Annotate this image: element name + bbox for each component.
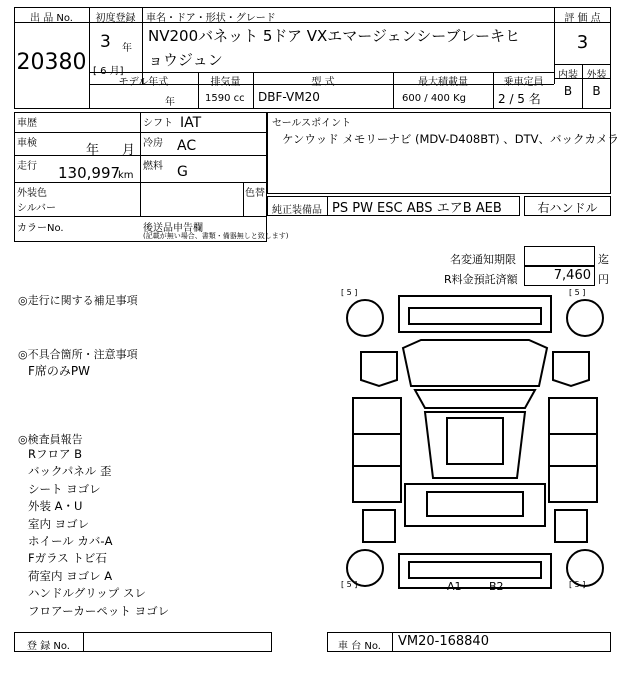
- left-rear-quarter: [363, 510, 395, 542]
- type-value: DBF-VM20: [258, 90, 320, 104]
- name-label: 車名・ドア・形状・グレード: [146, 13, 276, 24]
- inspector-item: 荷室内 ヨゴレ A: [28, 568, 113, 583]
- docs-label: 後送品申告欄: [143, 223, 203, 234]
- type-label: 型 式: [311, 77, 335, 88]
- right-rear-quarter: [555, 510, 587, 542]
- inspector-item: Fガラス トビ石: [28, 551, 107, 566]
- inspection-year-unit: 年: [86, 143, 100, 158]
- inspection-label: 車検: [17, 138, 37, 149]
- tire-fl-label: [ 5 ]: [341, 288, 358, 297]
- color-label: 外装色: [17, 188, 47, 199]
- shift-label: シフト: [143, 118, 173, 129]
- chassis-label: 車 台 No.: [338, 641, 381, 652]
- inspection-month-unit: 月: [122, 143, 136, 158]
- history-label: 車歴: [17, 118, 37, 129]
- tire-front-left: [347, 300, 383, 336]
- hood: [403, 340, 547, 386]
- chassis-value: VM20-168840: [398, 634, 489, 649]
- driving-notes-label: ◎走行に関する補足事項: [18, 294, 138, 307]
- inspector-item: ハンドルグリップ スレ: [28, 586, 146, 601]
- windshield: [415, 390, 535, 408]
- front-bumper: [399, 296, 551, 332]
- notice-unit: 迄: [598, 253, 609, 266]
- mileage-value: 130,997: [58, 164, 121, 182]
- fuel-label: 燃料: [143, 161, 163, 172]
- displacement-value: 1590 cc: [205, 93, 245, 104]
- sales-point-label: セールスポイント: [272, 118, 352, 129]
- equipment-value: PS PW ESC ABS エアB AEB: [332, 201, 502, 216]
- mileage-unit: km: [118, 170, 134, 181]
- inspector-item: フロアーカーペット ヨゴレ: [28, 603, 170, 618]
- left-side-body: [353, 398, 401, 502]
- tire-fr-label: [ 5 ]: [569, 288, 586, 297]
- displacement-label: 排気量: [210, 77, 241, 88]
- exterior-grade: B: [592, 84, 601, 98]
- tire-rr-label: [ 5 ]: [569, 580, 586, 589]
- rear-bumper: [399, 554, 551, 588]
- docs-note: (記載が無い場合、書類・備器無しと致します): [143, 232, 289, 240]
- recycle-value: 7,460: [553, 268, 591, 283]
- lot-no-label: 出 品 No.: [30, 13, 73, 24]
- mileage-label: 走行: [17, 161, 37, 172]
- interior-grade: B: [563, 84, 573, 98]
- inspector-item: シート ヨゴレ: [28, 481, 101, 496]
- color-value: シルバー: [17, 203, 57, 214]
- damage-mark-a1: A1: [447, 580, 462, 593]
- inspector-list: [28, 446, 169, 620]
- ac-label: 冷房: [143, 138, 163, 149]
- reg-no-label: 登 録 No.: [27, 641, 70, 652]
- ac-value: AC: [177, 138, 197, 154]
- recycle-label: R料金預託済額: [444, 273, 518, 286]
- capacity-value: 2 / 5 名: [498, 92, 541, 106]
- recycle-unit: 円: [598, 273, 609, 286]
- load-label: 最大積載量: [418, 77, 468, 88]
- month-unit: 月: [109, 66, 120, 77]
- tire-front-right: [567, 300, 603, 336]
- notice-box: [524, 246, 595, 266]
- shift-value: IAT: [180, 115, 202, 131]
- defect-item: F席のみPW: [28, 364, 91, 378]
- right-side-body: [549, 398, 597, 502]
- vehicle-name-line2: ョウジュン: [148, 51, 223, 69]
- right-front-fender: [553, 352, 589, 386]
- first-reg-year-group: [89, 32, 142, 56]
- model-year-unit: 年: [165, 97, 175, 108]
- inspector-item: 外装 A・U: [28, 499, 83, 514]
- notice-label: 名変通知期限: [450, 253, 516, 266]
- score-label: 評 価 点: [564, 13, 601, 24]
- steering-value: 右ハンドル: [537, 201, 598, 215]
- first-reg-month: 6: [100, 66, 107, 77]
- fuel-value: G: [177, 164, 188, 180]
- first-reg-year: 3: [100, 32, 111, 52]
- tire-rl-label: [ 5 ]: [341, 580, 358, 589]
- sales-point-text: ケンウッド メモリーナビ (MDV-D408BT) 、DTV、バックカメラ: [282, 132, 620, 146]
- load-value: 600 / 400 Kg: [402, 93, 466, 104]
- left-front-fender: [361, 352, 397, 386]
- score-value: 3: [576, 32, 589, 53]
- vehicle-diagram-svg: [339, 288, 611, 598]
- vehicle-name-line1: NV200バネット 5ドア VXエマージェンシーブレーキヒ: [148, 27, 520, 45]
- year-unit: 年: [122, 43, 132, 54]
- lot-no: 20380: [16, 50, 87, 75]
- first-reg-label: 初度登録: [95, 13, 136, 24]
- first-reg-month-group: [ 6 月]: [93, 66, 124, 77]
- inspector-item: 室内 ヨゴレ: [28, 516, 90, 531]
- defects-label: ◎不具合箇所・注意事項: [18, 348, 138, 361]
- damage-mark-b2: B2: [489, 580, 504, 593]
- roof: [425, 412, 525, 478]
- inspector-label: ◎検査員報告: [18, 433, 83, 446]
- inspector-item: ホイール カバ-A: [28, 534, 113, 549]
- capacity-label: 乗車定員: [503, 77, 544, 88]
- vehicle-diagram: [339, 288, 611, 598]
- color-no-label: カラーNo.: [17, 223, 64, 234]
- interior-label: 内装: [558, 70, 578, 81]
- inspector-item: バックパネル 歪: [28, 464, 112, 479]
- model-year-label: モデル年式: [118, 77, 169, 88]
- exterior-label: 外装: [586, 70, 607, 81]
- color-change-label: 色替: [245, 188, 265, 199]
- inspector-item: Rフロア B: [28, 447, 83, 461]
- equipment-label: 純正装備品: [272, 205, 322, 216]
